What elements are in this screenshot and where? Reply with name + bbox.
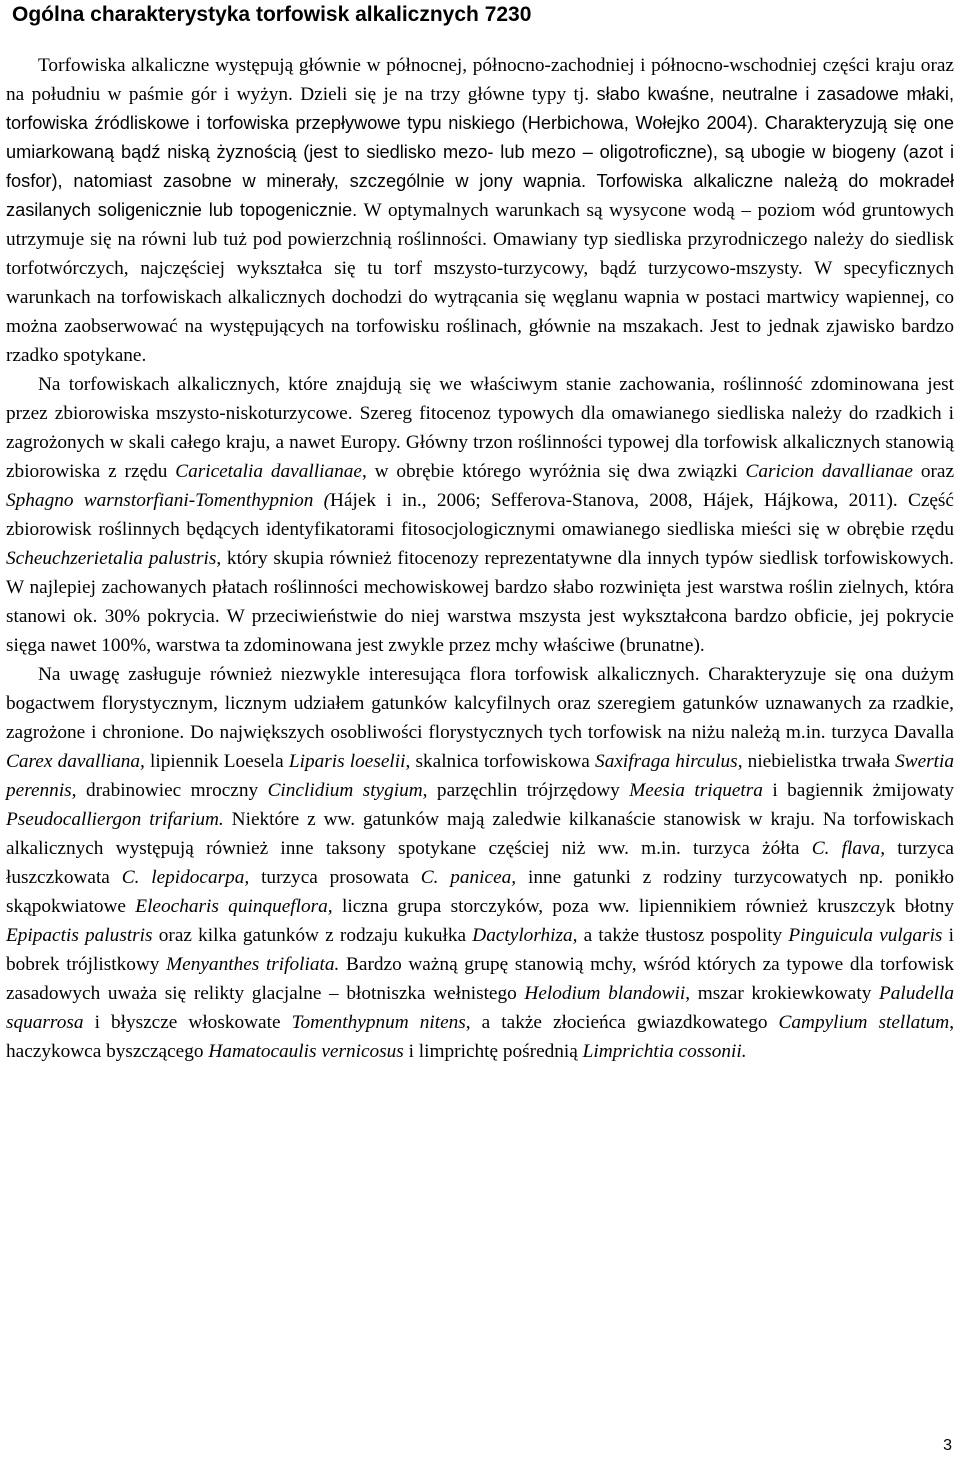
text-run: turzyca łuszczkowata bbox=[6, 838, 954, 888]
species-name-italic: Saxifraga hirculus bbox=[595, 751, 738, 772]
species-name-italic: Cinclidium stygium, bbox=[267, 780, 428, 801]
text-run: turzyca prosowata bbox=[249, 867, 421, 888]
text-run: , w obrębie którego wyróżnia się dwa związki bbox=[361, 461, 746, 482]
species-name-italic: Tomenthypnum nitens bbox=[291, 1012, 466, 1033]
species-name-italic: Epipactis palustris bbox=[6, 925, 153, 946]
text-run: lipiennik Loesela bbox=[144, 751, 289, 772]
paragraph bbox=[6, 660, 954, 1066]
text-run: , skalnica torfowiskowa bbox=[405, 751, 596, 772]
text-run: Niektóre z ww. gatunków mają zaledwie kilkanaście stanowisk w kraju. Na torfowiskach alkalicznych występują również inne taksony spotykane częściej niż ww. m.in. turzyca żółta bbox=[6, 809, 954, 859]
species-name-italic: Pinguicula vulgaris bbox=[788, 925, 943, 946]
species-name-italic: Helodium blandowii bbox=[524, 983, 686, 1004]
species-name-italic: Paludella squarrosa bbox=[6, 983, 954, 1033]
text-run: i bobrek trójlistkowy bbox=[6, 925, 955, 975]
species-name-italic: Limprichtia cossonii. bbox=[582, 1041, 747, 1062]
text-run: , niebielistka trwała bbox=[737, 751, 896, 772]
text-run: i limprichtę pośrednią bbox=[403, 1041, 583, 1062]
text-run: Bardzo ważną grupę stanowią mchy, wśród których za typowe dla torfowisk zasadowych uważa się relikty glacjalne – błotniszka wełnistego bbox=[6, 954, 954, 1004]
text-run: W optymalnych warunkach są wysycone wodą – poziom wód gruntowych utrzymuje się na równi lub tuż pod powierzchnią roślinności. Omawiany typ siedliska przyrodniczego należy do siedlisk torfotwórczych, najczęściej wykształca się tu torf mszysto-turzycowy, bądź turzycowo-mszysty. W specyficznych warunkach na torfowiskach alkalicznych dochodzi do wytrącania się węglanu wapnia w postaci martwicy wapiennej, co można zaobserwować na występujących na torfowisku roślinach, głównie na mszakach. Jest to jednak zjawisko bardzo rzadko spotykane. bbox=[6, 200, 954, 366]
text-run: Hájek i in., 2006; Sefferova-Stanova, 2008, Hájek, Hájkowa, 2011). Część zbiorowisk roślinnych będących identyfikatorami fitosocjologicznymi omawianego siedliska mieści się w obrębie rzędu bbox=[6, 490, 954, 540]
species-name-italic: Meesia triquetra bbox=[629, 780, 763, 801]
species-name-italic: Pseudocalliergon trifarium. bbox=[6, 809, 224, 830]
section-heading: Ogólna charakterystyka torfowisk alkalicznych 7230 bbox=[12, 3, 532, 26]
paragraph bbox=[6, 370, 954, 660]
species-name-italic: Caricion davallianae bbox=[745, 461, 913, 482]
species-name-italic: Menyanthes trifoliata. bbox=[166, 954, 340, 975]
text-run: słabo kwaśne, neutralne i zasadowe młaki, torfowiska źródliskowe i torfowiska przepływowe typu niskiego (Herbichowa, Wołejko 2004). Charakteryzują się one umiarkowaną bądź niską żyznością (jest to siedlisko mezo- lub mezo – oligotroficzne), są ubogie w biogeny (azot i fosfor), natomiast zasobne w minerały, szczególnie w jony wapnia. Torfowiska alkaliczne należą do mokradeł zasilanych soligenicznie lub topogenicznie. bbox=[6, 84, 954, 220]
page-number: 3 bbox=[943, 1437, 952, 1454]
text-run: , a także złocieńca gwiazdkowatego bbox=[465, 1012, 779, 1033]
species-name-italic: Scheuchzerietalia palustris bbox=[6, 548, 217, 569]
text-run: Na torfowiskach alkalicznych, które znajdują się we właściwym stanie zachowania, roślinność zdominowana jest przez zbiorowiska mszysto-niskoturzycowe. Szereg fitocenoz typowych dla omawianego siedliska należy do rzadkich i zagrożonych w skali całego kraju, a nawet Europy. Główny trzon roślinności typowej dla torfowisk alkalicznych stanowią zbiorowiska z rzędu bbox=[6, 374, 954, 482]
text-run: oraz bbox=[912, 461, 955, 482]
body-text bbox=[6, 51, 954, 1066]
text-run: a także tłustosz pospolity bbox=[577, 925, 789, 946]
text-run: , który skupia również fitocenozy reprezentatywne dla innych typów siedlisk torfowiskowych. W najlepiej zachowanych płatach roślinności mechowiskowej bardzo słabo rozwinięta jest warstwa roślin zielnych, która stanowi ok. 30% pokrycia. W przeciwieństwie do niej warstwa mszysta jest wykształcona bardzo obficie, jej pokrycie sięga nawet 100%, warstwa ta zdominowana jest zwykle przez mchy właściwe (brunatne). bbox=[6, 548, 954, 656]
species-name-italic: Liparis loeselii bbox=[288, 751, 406, 772]
species-name-italic: Eleocharis quinqueflora, bbox=[135, 896, 333, 917]
text-run: liczna grupa storczyków, poza ww. lipiennikiem również kruszczyk błotny bbox=[332, 896, 954, 917]
paragraph bbox=[6, 51, 954, 370]
species-name-italic: Caricetalia davallianae bbox=[175, 461, 362, 482]
species-name-italic: Swertia perennis, bbox=[6, 751, 955, 801]
species-name-italic: C. lepidocarpa, bbox=[121, 867, 250, 888]
species-name-italic: Sphagno warnstorfiani-Tomenthypnion ( bbox=[6, 490, 331, 511]
species-name-italic: C. panicea, bbox=[420, 867, 517, 888]
text-run: parzęchlin trójrzędowy bbox=[427, 780, 630, 801]
species-name-italic: C. flava, bbox=[811, 838, 886, 859]
species-name-italic: Dactylorhiza, bbox=[472, 925, 578, 946]
species-name-italic: Campylium stellatum bbox=[778, 1012, 950, 1033]
text-run: i bagiennik żmijowaty bbox=[762, 780, 954, 801]
text-run: Torfowiska alkaliczne występują głównie w północnej, północno-zachodniej i północno-wschodniej części kraju oraz na południu w paśmie gór i wyżyn. Dzieli się je na trzy główne typy tj. bbox=[6, 55, 954, 105]
text-run: Na uwagę zasługuje również niezwykle interesująca flora torfowisk alkalicznych. Charakteryzuje się ona dużym bogactwem florystycznym, licznym udziałem gatunków kalcyfilnych oraz szeregiem gatunków uznawanych za rzadkie, zagrożone i chronione. Do największych osobliwości florystycznych tych torfowisk na niżu należą m.in. turzyca Davalla bbox=[6, 664, 954, 743]
text-run: inne gatunki z rodziny turzycowatych np. ponikło skąpokwiatowe bbox=[6, 867, 955, 917]
text-run: , haczykowca byszczącego bbox=[6, 1012, 955, 1062]
text-run: drabinowiec mroczny bbox=[76, 780, 268, 801]
species-name-italic: Carex davalliana, bbox=[6, 751, 145, 772]
text-run: oraz kilka gatunków z rodzaju kukułka bbox=[152, 925, 473, 946]
species-name-italic: Hamatocaulis vernicosus bbox=[208, 1041, 404, 1062]
text-run: , mszar krokiewkowaty bbox=[685, 983, 880, 1004]
text-run: i błyszcze włoskowate bbox=[83, 1012, 292, 1033]
